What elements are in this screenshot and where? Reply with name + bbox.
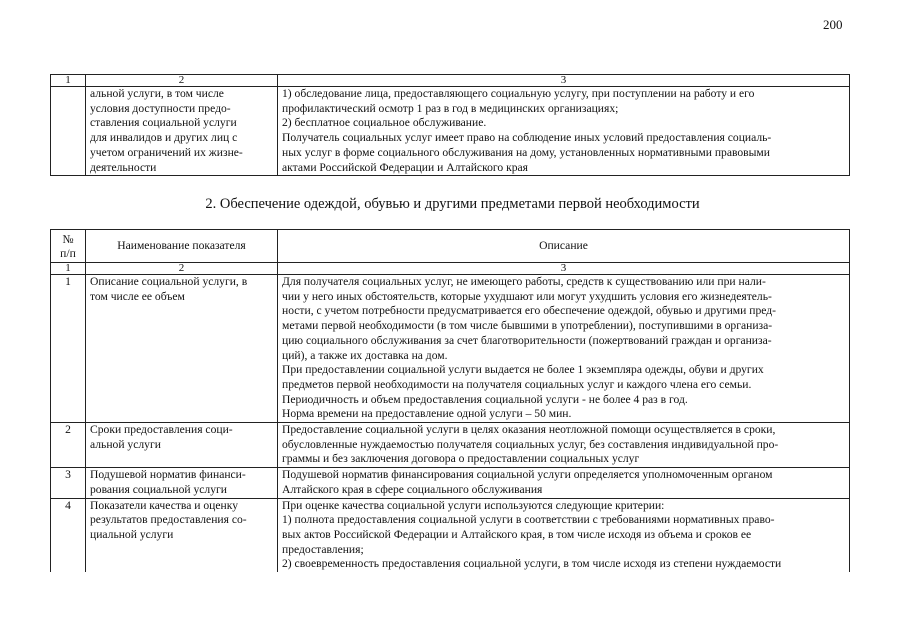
- text-line: том числе ее объем: [90, 289, 185, 303]
- text-line: Периодичность и объем предоставления социальной услуги - не более 4 раз в год.: [282, 392, 688, 406]
- text-line: 2) своевременность предоставления социальной услуги, в том числе исходя из степени нуждаемости: [282, 557, 782, 571]
- table-row: [51, 468, 850, 498]
- text-line: деятельности: [90, 160, 157, 174]
- table-row: [51, 275, 850, 423]
- service-table: [50, 229, 850, 572]
- header-row: [51, 230, 850, 263]
- text-line: ности, с учетом потребности предусматривается его обеспечение одеждой, обувью и другими пред-: [282, 304, 777, 318]
- section-title: 2. Обеспечение одеждой, обувью и другими предметами первой необходимости: [205, 196, 700, 212]
- row-num: 3: [51, 468, 86, 498]
- text-line: Норма времени на предоставление одной услуги – 50 мин.: [282, 407, 572, 421]
- col-number: 1: [51, 75, 86, 87]
- text-line: При предоставлении социальной услуги выдается не более 1 экземпляра одежды, обуви и других: [282, 363, 764, 377]
- text-line: для инвалидов и других лиц с: [90, 131, 238, 145]
- text-line: вых актов Российской Федерации и Алтайского края, в том числе исходя из объема и сроков ее: [282, 527, 752, 541]
- text-line: результатов предоставления со-: [90, 513, 247, 527]
- col-number: 2: [86, 75, 278, 87]
- text-line: 1) полнота предоставления социальной услуги в соответствии с требованиями нормативных право-: [282, 513, 775, 527]
- desc-cell: [278, 87, 850, 176]
- text-line: Показатели качества и оценку: [90, 498, 239, 512]
- text-line: Для получателя социальных услуг, не имеющего работы, средств к существованию или при нали-: [282, 275, 766, 288]
- text-line: ставления социальной услуги: [90, 116, 237, 130]
- text-line: альной услуги: [90, 437, 161, 451]
- desc-cell: [278, 468, 850, 498]
- text-line: цию социального обслуживания за счет благотворительности (пожертвований граждан и организа-: [282, 333, 772, 347]
- text-line: При оценке качества социальной услуги используются следующие критерии:: [282, 498, 665, 512]
- desc-cell: [278, 423, 850, 468]
- text-line: профилактический осмотр 1 раз в год в медицинских организациях;: [282, 101, 619, 115]
- text-line: Предоставление социальной услуги в целях оказания неотложной помощи осуществляется в сроки,: [282, 423, 776, 437]
- num-cell: [51, 87, 86, 176]
- text-line: Алтайского края в сфере социального обслуживания: [282, 482, 543, 496]
- name-cell: [86, 498, 278, 572]
- header-num: [51, 230, 86, 263]
- text-line: 2) бесплатное социальное обслуживание.: [282, 116, 487, 130]
- text-line: Получатель социальных услуг имеет право на соблюдение иных условий предоставления социаль-: [282, 131, 772, 145]
- continued-table: [50, 74, 850, 176]
- text-line: ций), а также их доставка на дом.: [282, 348, 448, 362]
- table-row: [51, 498, 850, 572]
- col-number: 2: [86, 263, 278, 275]
- name-cell: [86, 87, 278, 176]
- text-line: альной услуги, в том числе: [90, 87, 224, 100]
- text-line: граммы и без заключения договора о предоставлении социальных услуг: [282, 452, 640, 466]
- col-number: 3: [278, 263, 850, 275]
- text-line: метами первой необходимости (в том числе бывшими в употреблении), поступившими в организа-: [282, 319, 773, 333]
- desc-cell: [278, 275, 850, 423]
- text-line: условия доступности предо-: [90, 101, 231, 115]
- name-cell: [86, 275, 278, 423]
- row-num: 2: [51, 423, 86, 468]
- text-line: обусловленные нуждаемостью получателя социальных услуг, без составления индивидуальной про-: [282, 437, 779, 451]
- page-number: 200: [823, 17, 843, 32]
- text-line: рования социальной услуги: [90, 482, 227, 496]
- header-num-line: п/п: [60, 246, 76, 260]
- text-line: учетом ограничений их жизне-: [90, 145, 243, 159]
- text-line: Описание социальной услуги, в: [90, 275, 248, 288]
- header-desc: Описание: [278, 230, 850, 263]
- text-line: Подушевой норматив финанси-: [90, 468, 246, 482]
- row-num: 4: [51, 498, 86, 572]
- col-number: 3: [278, 75, 850, 87]
- column-number-row: [51, 75, 850, 87]
- column-number-row: [51, 263, 850, 275]
- col-number: 1: [51, 263, 86, 275]
- table-row: [51, 87, 850, 176]
- text-line: ных услуг в форме социального обслуживания на дому, установленных нормативными правовыми: [282, 145, 770, 159]
- name-cell: [86, 423, 278, 468]
- text-line: чии у него иных обстоятельств, которые ухудшают или могут ухудшить условия его жизнедеятель-: [282, 289, 772, 303]
- table-row: [51, 423, 850, 468]
- row-num: 1: [51, 275, 86, 423]
- text-line: Подушевой норматив финансирования социальной услуги определяется уполномоченным органом: [282, 468, 773, 482]
- name-cell: [86, 468, 278, 498]
- text-line: Сроки предоставления соци-: [90, 423, 233, 437]
- header-num-line: №: [62, 233, 74, 247]
- text-line: актами Российской Федерации и Алтайского края: [282, 160, 528, 174]
- text-line: 1) обследование лица, предоставляющего социальную услугу, при поступлении на работу и его: [282, 87, 755, 100]
- text-line: предметов первой необходимости на получателя социальных услуг и каждого члена его семьи.: [282, 377, 752, 391]
- text-line: циальной услуги: [90, 527, 174, 541]
- text-line: предоставления;: [282, 542, 364, 556]
- desc-cell: [278, 498, 850, 572]
- header-name: Наименование показателя: [86, 230, 278, 263]
